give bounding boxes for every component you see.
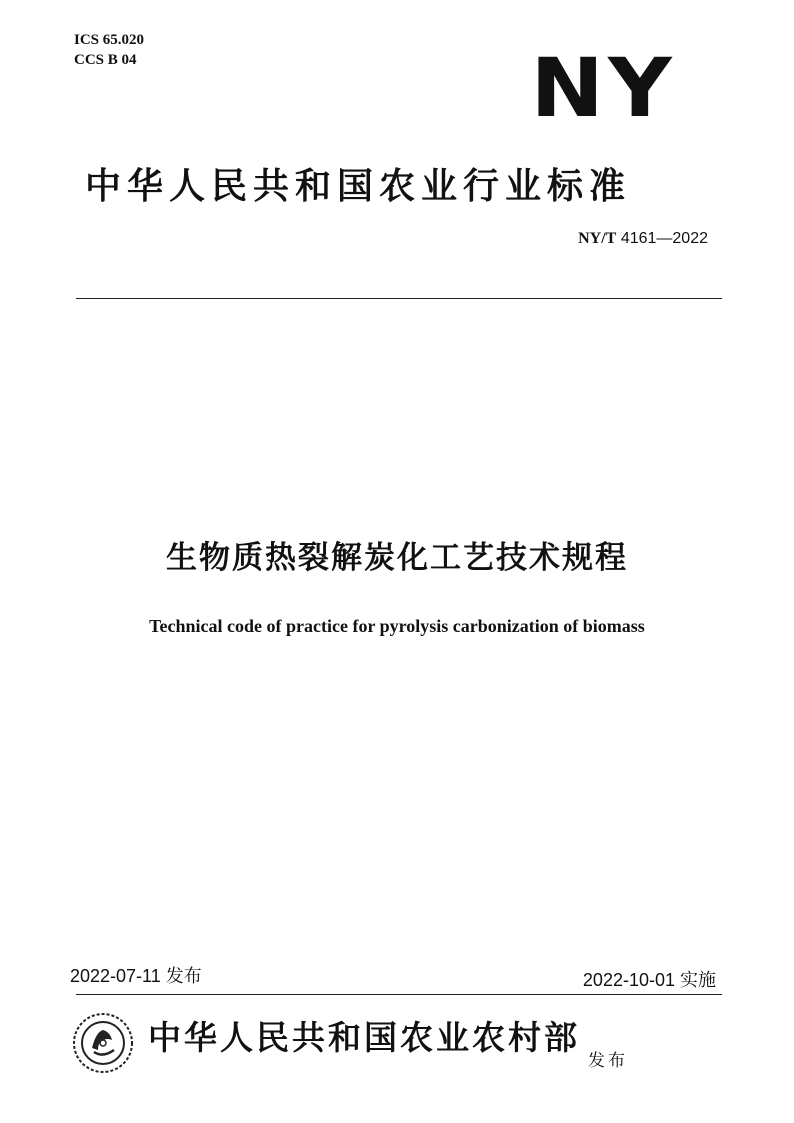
ics-code: ICS 65.020 [74,32,145,48]
standard-number-prefix: NY/T [578,230,617,247]
effective-date: 2022-10-01 实施 [582,970,716,990]
header-divider [76,298,722,299]
standard-type-title: 中华人民共和国农业行业标准 [85,166,632,207]
classification-codes [74,30,144,70]
ny-logo: NY [530,40,676,136]
issuer-suffix: 发布 [588,1051,628,1071]
publish-date: 2022-07-11 发布 [70,966,202,986]
document-title-chinese: 生物质热裂解炭化工艺技术规程 [166,540,628,576]
footer-divider [76,994,722,995]
standard-number-value: 4161—2022 [620,230,708,247]
ccs-code: CCS B 04 [74,52,137,68]
standard-number [578,230,708,248]
issuer-name: 中华人民共和国农业农村部 [148,1018,580,1057]
ministry-emblem-icon [72,1012,134,1074]
document-title-english: Technical code of practice for pyrolysis carbonization of biomass [149,616,645,636]
